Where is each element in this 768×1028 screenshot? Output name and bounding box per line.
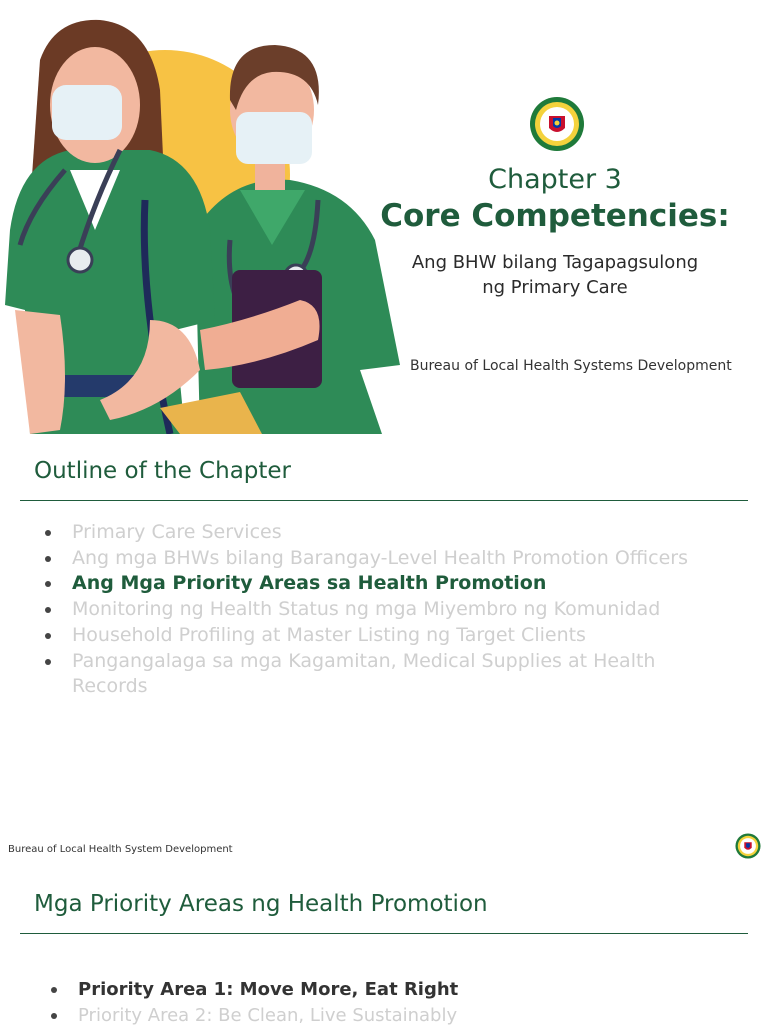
list-item — [44, 546, 734, 572]
list-item — [44, 623, 734, 649]
list-item — [44, 520, 734, 546]
list-item-label: Primary Care Services — [72, 521, 282, 543]
list-item-label: Household Profiling at Master Listing ng Target Clients — [72, 623, 586, 646]
title-slide — [0, 0, 768, 440]
list-item — [50, 977, 740, 1003]
list-item-label: Ang Mga Priority Areas sa Health Promotion — [72, 572, 547, 595]
bullet-dot-icon — [51, 1013, 57, 1019]
health-workers-illustration — [0, 0, 400, 434]
subtitle-line-1: Ang BHW bilang Tagapagsulong — [411, 252, 699, 273]
list-item-label: Ang mga BHWs bilang Barangay-Level Health Promotion Officers — [72, 546, 688, 569]
list-item-label: Pangangalaga sa mga Kagamitan, Medical Supplies at Health Records — [72, 649, 656, 698]
subtitle-line-2: ng Primary Care — [482, 277, 628, 298]
outline-list — [44, 520, 734, 700]
outline-divider — [20, 500, 748, 501]
list-item-label: Priority Area 1: Move More, Eat Right — [78, 979, 459, 1000]
bullet-dot-icon — [45, 530, 51, 536]
list-item — [50, 1003, 740, 1028]
bullet-dot-icon — [45, 607, 51, 613]
list-item-label: Monitoring ng Health Status ng mga Miyembro ng Komunidad — [72, 598, 661, 621]
chapter-number: Chapter 3 — [488, 164, 622, 195]
chapter-title: Core Competencies: — [380, 198, 730, 234]
bullet-dot-icon — [51, 987, 57, 993]
bullet-dot-icon — [45, 556, 51, 562]
bullet-dot-icon — [45, 659, 51, 665]
doh-seal-icon — [735, 833, 761, 859]
outline-title: Outline of the Chapter — [34, 458, 292, 484]
list-item — [44, 571, 734, 597]
bullet-dot-icon — [45, 581, 51, 587]
bullet-dot-icon — [45, 633, 51, 639]
list-item — [44, 597, 734, 623]
bureau-name: Bureau of Local Health Systems Development — [410, 358, 732, 374]
list-item — [44, 649, 734, 700]
priority-list — [50, 977, 740, 1028]
doh-seal-icon — [529, 96, 585, 152]
footer-text: Bureau of Local Health System Development — [8, 844, 233, 855]
priority-divider — [20, 933, 748, 934]
list-item-label: Priority Area 2: Be Clean, Live Sustainably — [78, 1004, 458, 1026]
priority-title: Mga Priority Areas ng Health Promotion — [34, 891, 488, 917]
chapter-subtitle — [380, 250, 730, 300]
